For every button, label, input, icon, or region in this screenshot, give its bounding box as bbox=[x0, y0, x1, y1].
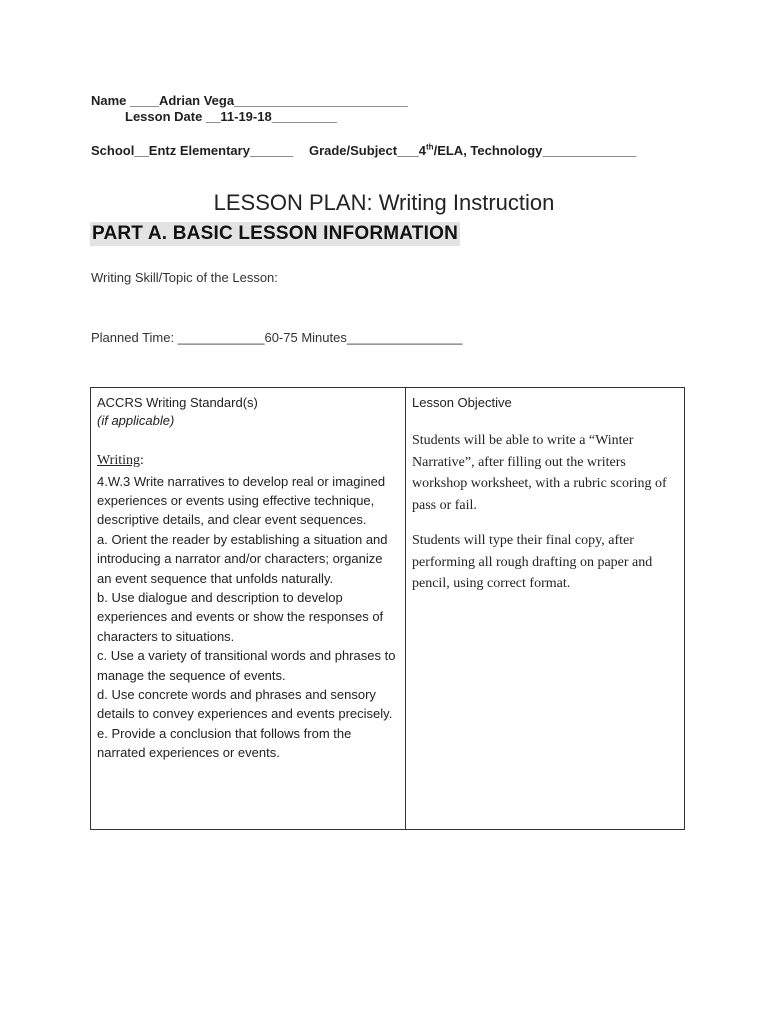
page-title: LESSON PLAN: Writing Instruction bbox=[213, 190, 555, 215]
objective-text-2: Students will type their final copy, after performing all rough drafting on paper and pencil, using correct format. bbox=[412, 533, 653, 591]
objective-text-1: Students will be able to write a “Winter Narrative”, after filling out the writers workshop worksheet, with a rubric scoring of pass or fail. bbox=[412, 433, 667, 513]
school-grade-line bbox=[91, 143, 636, 159]
section-heading-part-a: PART A. BASIC LESSON INFORMATION bbox=[92, 223, 458, 244]
grade-suffix: /ELA, Technology_____________ bbox=[433, 143, 637, 158]
grade-superscript: th bbox=[426, 142, 434, 152]
grade-subject bbox=[309, 143, 636, 158]
standards-cell bbox=[91, 388, 406, 830]
standard-text: 4.W.3 Write narratives to develop real or imagined experiences or events using effective technique, descriptive details, and clear event sequences. bbox=[97, 473, 386, 528]
planned-time-line: Planned Time: ____________60-75 Minutes________________ bbox=[91, 330, 463, 345]
grade-prefix: Grade/Subject___4 bbox=[308, 143, 427, 158]
school-name: School__Entz Elementary______ bbox=[91, 143, 294, 158]
standards-note: (if applicable) bbox=[97, 413, 175, 428]
standards-objective-table bbox=[90, 387, 685, 830]
standard-item-a: a. Orient the reader by establishing a situation and introducing a narrator and/or characters; organize an event sequence that unfolds naturally. bbox=[97, 531, 388, 586]
name-date-line bbox=[91, 93, 611, 125]
spacer bbox=[97, 430, 399, 450]
standard-item-e: e. Provide a conclusion that follows from the narrated experiences or events. bbox=[97, 725, 352, 761]
lesson-date: Lesson Date __11-19-18_________ bbox=[125, 109, 337, 124]
writing-colon: : bbox=[139, 453, 144, 468]
objective-heading: Lesson Objective bbox=[412, 395, 512, 410]
teacher-name: Name ____Adrian Vega________________________ bbox=[91, 93, 408, 108]
skill-topic-label: Writing Skill/Topic of the Lesson: bbox=[91, 270, 278, 285]
standards-heading: ACCRS Writing Standard(s) bbox=[97, 395, 258, 410]
standard-item-d: d. Use concrete words and phrases and sensory details to convey experiences and events precisely. bbox=[97, 686, 393, 722]
writing-label-line bbox=[97, 450, 399, 472]
writing-label: Writing bbox=[97, 453, 140, 468]
standard-item-b: b. Use dialogue and description to develop experiences and events or show the responses of characters to situations. bbox=[97, 589, 384, 644]
objective-cell bbox=[406, 388, 685, 830]
standard-item-c: c. Use a variety of transitional words and phrases to manage the sequence of events. bbox=[97, 648, 396, 683]
